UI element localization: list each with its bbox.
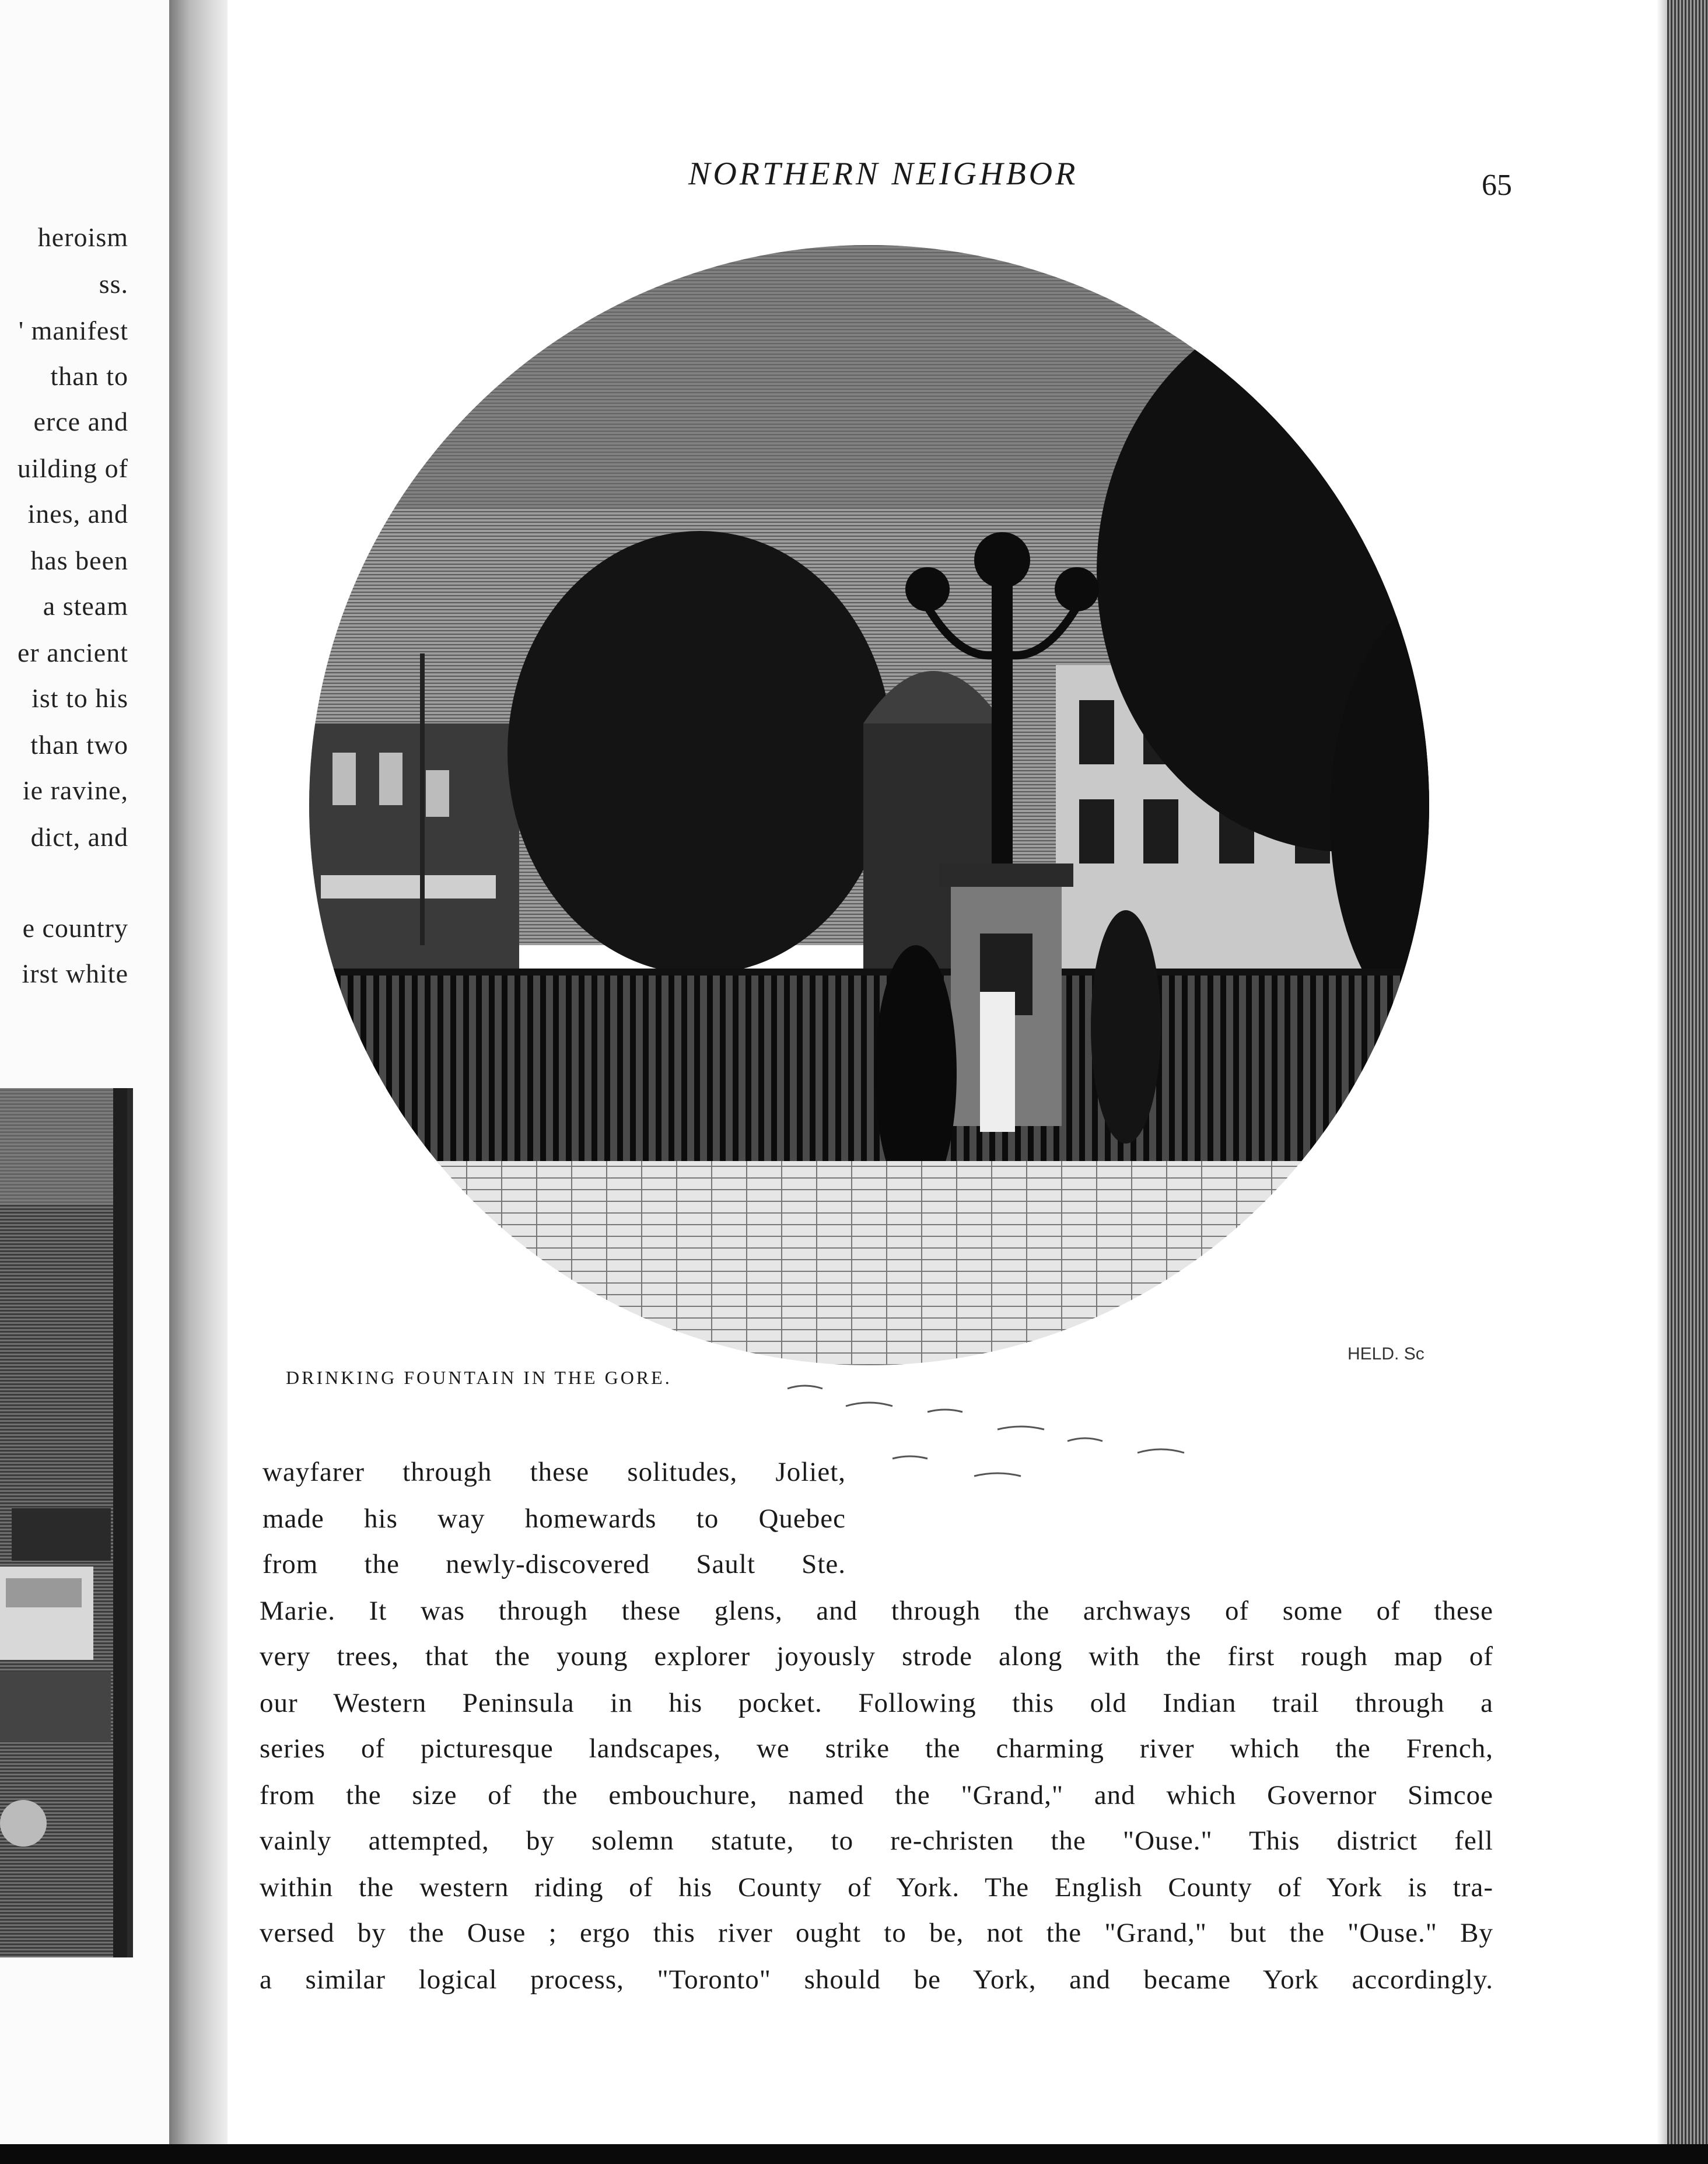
body-line: versed by the Ouse ; ergo this river ought to be, not the "Grand," but the "Ouse." By bbox=[260, 1918, 1493, 1948]
page-stack-edge bbox=[1667, 0, 1708, 2164]
left-page-line: than two bbox=[30, 730, 128, 760]
body-line: Marie. It was through these glens, and through the archways of some of these bbox=[260, 1596, 1493, 1626]
body-line: from the newly-discovered Sault Ste. bbox=[262, 1549, 846, 1579]
left-page-line: er ancient bbox=[17, 638, 128, 667]
left-page-line: ie ravine, bbox=[22, 775, 128, 805]
body-line: wayfarer through these solitudes, Joliet, bbox=[262, 1457, 846, 1487]
fountain-engraving bbox=[309, 245, 1546, 1529]
body-line: within the western riding of his County of York. The English County of York is tra- bbox=[260, 1872, 1493, 1903]
left-page-fragment bbox=[0, 0, 169, 2164]
page-edge-shadow bbox=[1657, 0, 1667, 2164]
illustration-caption: DRINKING FOUNTAIN IN THE GORE. bbox=[286, 1367, 672, 1388]
left-page-line: e country bbox=[22, 913, 128, 943]
body-line: from the size of the embouchure, named the "Grand," and which Governor Simcoe bbox=[260, 1780, 1493, 1810]
left-page-line: dict, and bbox=[30, 822, 128, 852]
left-page-line: has been bbox=[30, 546, 128, 575]
body-line: very trees, that the young explorer joyously strode along with the first rough map of bbox=[260, 1641, 1493, 1672]
left-page-line: ss. bbox=[99, 269, 128, 299]
body-line: vainly attempted, by solemn statute, to re-christen the "Ouse." This district fell bbox=[260, 1826, 1493, 1856]
left-page-engraving bbox=[0, 1088, 133, 1957]
left-page-line: erce and bbox=[33, 407, 128, 436]
page-number: 65 bbox=[1482, 169, 1512, 202]
body-line: made his way homewards to Quebec bbox=[262, 1504, 846, 1534]
left-page-line: ines, and bbox=[27, 499, 128, 529]
left-page-line: irst white bbox=[22, 959, 128, 988]
left-page-line: than to bbox=[50, 361, 128, 391]
book-gutter bbox=[169, 0, 228, 2164]
running-head: NORTHERN NEIGHBOR bbox=[688, 156, 1079, 192]
engraver-signature: HELD. Sc bbox=[1348, 1344, 1424, 1364]
scan-bottom-border bbox=[0, 2144, 1708, 2164]
body-line: our Western Peninsula in his pocket. Following this old Indian trail through a bbox=[260, 1688, 1493, 1718]
body-line: a similar logical process, "Toronto" should be York, and became York accordingly. bbox=[260, 1964, 1493, 1995]
left-page-line: ist to his bbox=[32, 683, 128, 713]
body-line: series of picturesque landscapes, we strike the charming river which the French, bbox=[260, 1733, 1493, 1764]
left-page-line: a steam bbox=[43, 591, 128, 621]
left-page-line: heroism bbox=[37, 222, 128, 252]
left-page-line: ' manifest bbox=[18, 316, 128, 345]
left-page-line: uilding of bbox=[17, 453, 128, 483]
